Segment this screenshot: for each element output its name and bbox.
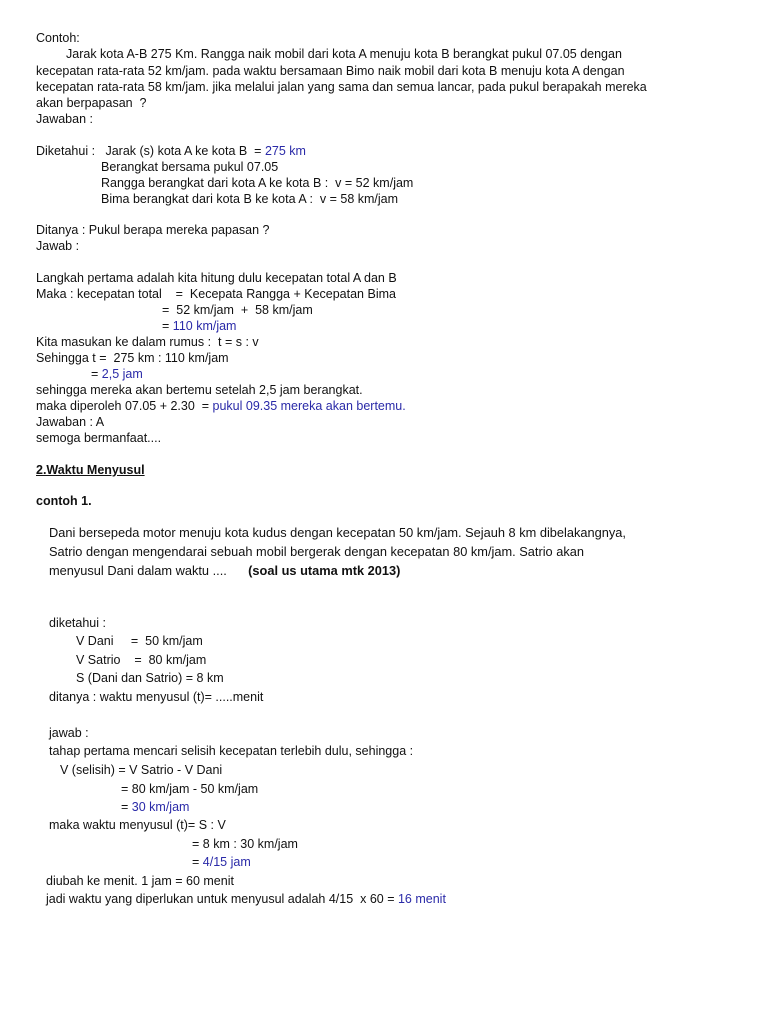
solution-line: tahap pertama mencari selisih kecepatan terlebih dulu, sehingga :	[49, 744, 414, 758]
problem-text: menyusul Dani dalam waktu ....	[49, 563, 227, 578]
problem-line	[49, 562, 400, 580]
equals-sign: =	[91, 367, 99, 381]
diketahui-line	[36, 143, 306, 159]
given-line: Berangkat bersama pukul 07.05	[101, 160, 279, 174]
example-label: contoh 1.	[36, 494, 92, 508]
ditanya-line: Ditanya : Pukul berapa mereka papasan ?	[36, 223, 270, 237]
problem-line: kecepatan rata-rata 52 km/jam. pada waktu bersamaan Bimo naik mobil dari kota B menuju kota A dengan	[36, 64, 625, 78]
answer-label: Jawaban :	[36, 112, 93, 126]
problem-line: akan berpapasan ?	[36, 96, 147, 110]
source-note: (soal us utama mtk 2013)	[248, 563, 401, 578]
solution-result-line	[46, 890, 446, 908]
solution-text: maka diperoleh 07.05 + 2.30 =	[36, 399, 210, 413]
catch-up-time-value: 4/15 jam	[202, 855, 251, 869]
problem-line: kecepatan rata-rata 58 km/jam. jika melalui jalan yang sama dan semua lancar, pada pukul berapakah mereka	[36, 80, 647, 94]
diketahui-label: Diketahui : Jarak (s) kota A ke kota B =	[36, 144, 262, 158]
jawab-label: Jawab :	[36, 239, 80, 253]
distance-value: 275 km	[264, 144, 306, 158]
solution-line: = 8 km : 30 km/jam	[192, 837, 298, 851]
solution-line: Kita masukan ke dalam rumus : t = s : v	[36, 335, 259, 349]
solution-line: diubah ke menit. 1 jam = 60 menit	[46, 874, 234, 888]
problem-line: Jarak kota A-B 275 Km. Rangga naik mobil dari kota A menuju kota B berangkat pukul 07.05 dengan	[66, 47, 622, 61]
jawab-label: jawab :	[49, 726, 89, 740]
problem-line: Dani bersepeda motor menuju kota kudus dengan kecepatan 50 km/jam. Sejauh 8 km dibelakangnya,	[49, 525, 626, 540]
given-line: Rangga berangkat dari kota A ke kota B : v = 52 km/jam	[101, 176, 414, 190]
solution-line: V (selisih) = V Satrio - V Dani	[60, 763, 223, 777]
given-line: V Dani = 50 km/jam	[76, 634, 203, 648]
time-value: 2,5 jam	[101, 367, 143, 381]
solution-line: maka waktu menyusul (t)= S : V	[49, 818, 226, 832]
solution-line: = 80 km/jam - 50 km/jam	[121, 782, 259, 796]
solution-text: jadi waktu yang diperlukan untuk menyusul adalah 4/15 x 60 =	[46, 892, 395, 906]
solution-line: Maka : kecepatan total = Kecepata Rangga + Kecepatan Bima	[36, 287, 396, 301]
final-answer: Jawaban : A	[36, 415, 105, 429]
solution-result-line	[36, 398, 406, 414]
section-title: 2.Waktu Menyusul	[36, 463, 145, 477]
speed-difference-value: 30 km/jam	[131, 800, 190, 814]
solution-result-line	[162, 318, 236, 334]
problem-line: Satrio dengan mengendarai sebuah mobil bergerak dengan kecepatan 80 km/jam. Satrio akan	[49, 544, 584, 559]
closing-text: semoga bermanfaat....	[36, 431, 162, 445]
solution-line: sehingga mereka akan bertemu setelah 2,5 jam berangkat.	[36, 383, 363, 397]
equals-sign: =	[121, 800, 129, 814]
example-heading: Contoh:	[36, 31, 80, 45]
given-line: S (Dani dan Satrio) = 8 km	[76, 671, 224, 685]
given-line: V Satrio = 80 km/jam	[76, 653, 207, 667]
solution-line: = 52 km/jam + 58 km/jam	[162, 303, 313, 317]
meeting-time-value: pukul 09.35 mereka akan bertemu.	[212, 399, 406, 413]
solution-result-line	[121, 798, 189, 816]
final-minutes-value: 16 menit	[397, 892, 446, 906]
given-line: Bima berangkat dari kota B ke kota A : v = 58 km/jam	[101, 192, 399, 206]
total-speed-value: 110 km/jam	[172, 319, 237, 333]
diketahui-label: diketahui :	[49, 616, 106, 630]
equals-sign: =	[192, 855, 200, 869]
solution-line: Langkah pertama adalah kita hitung dulu kecepatan total A dan B	[36, 271, 397, 285]
solution-line: Sehingga t = 275 km : 110 km/jam	[36, 351, 229, 365]
ditanya-line: ditanya : waktu menyusul (t)= .....menit	[49, 690, 264, 704]
solution-result-line	[192, 853, 251, 871]
solution-result-line	[91, 366, 143, 382]
equals-sign: =	[162, 319, 170, 333]
